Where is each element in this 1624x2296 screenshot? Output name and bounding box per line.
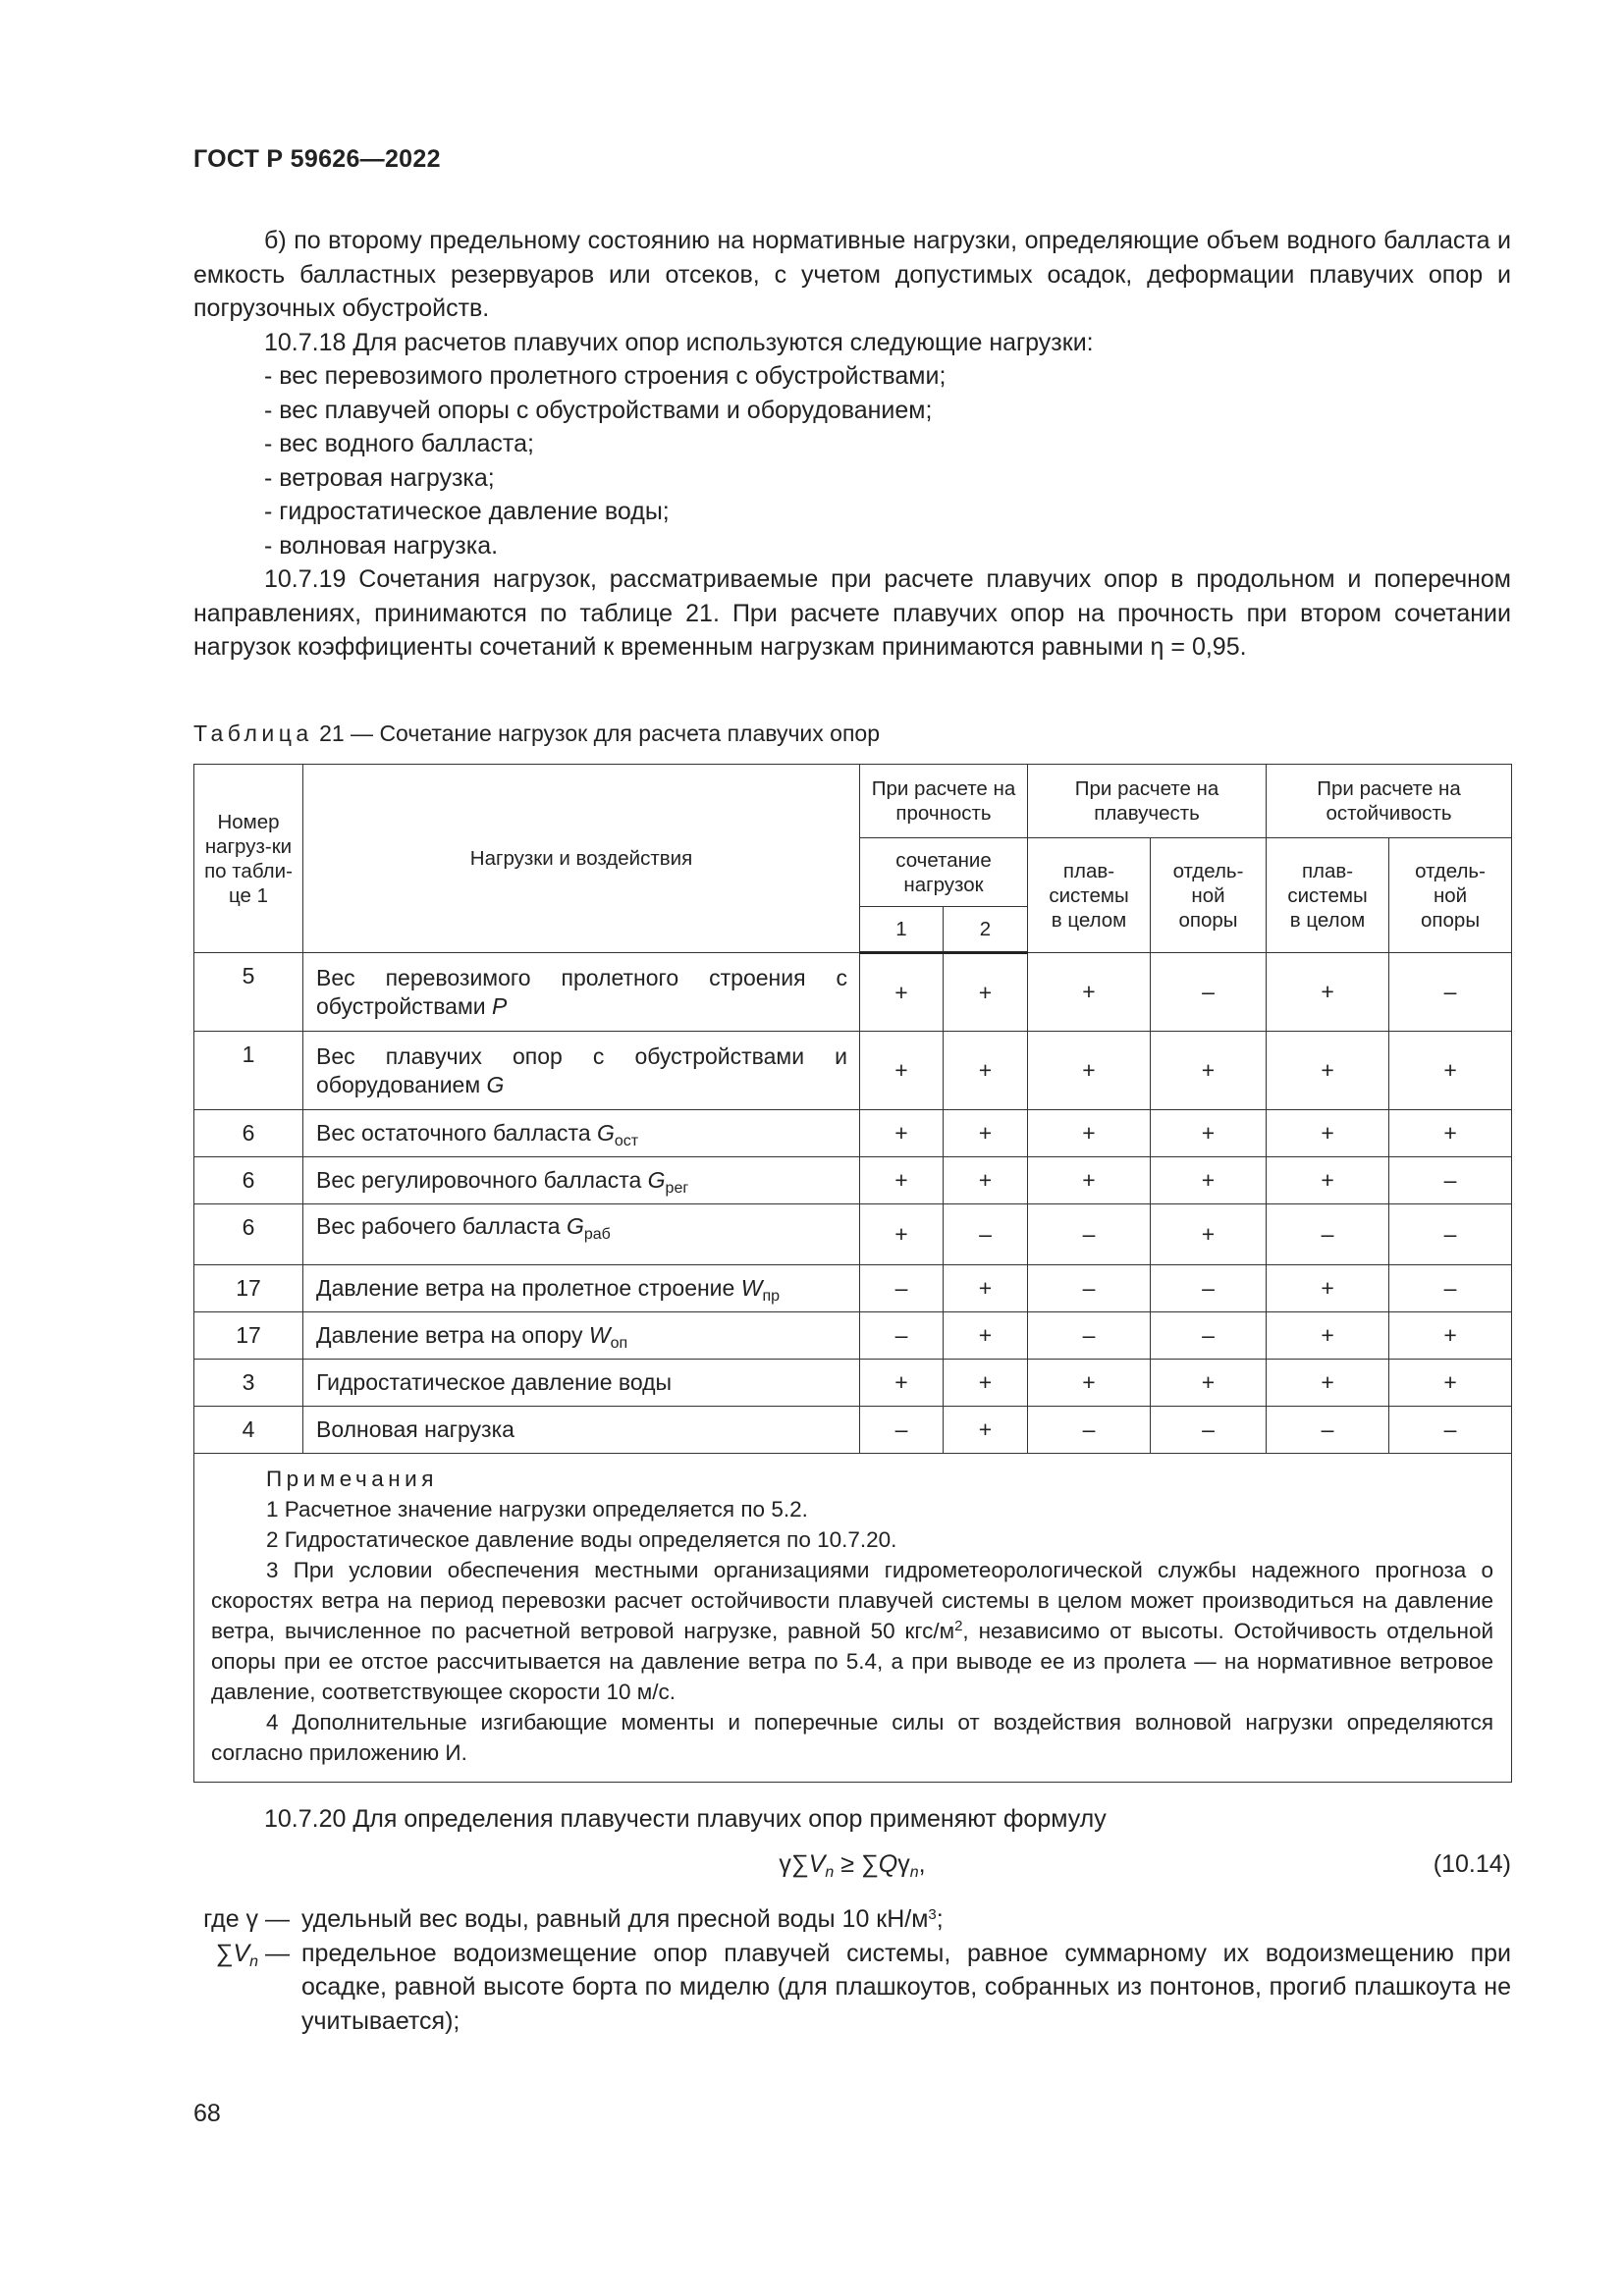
cell-mark: +: [1389, 1360, 1512, 1407]
where-row-gamma: [193, 1902, 1511, 1937]
table-body: [194, 953, 1512, 1783]
cell-mark: +: [1028, 1157, 1151, 1204]
list-item: - гидростатическое давление воды;: [264, 498, 670, 525]
loads-table: [193, 764, 1512, 1783]
header-load-number: Номер нагруз-ки по табли-це 1: [194, 765, 303, 953]
cell-mark: +: [944, 1265, 1028, 1312]
where-label-volume: $\sum V_n$ —: [215, 1939, 290, 1970]
cell-mark: –: [1389, 1265, 1512, 1312]
cell-mark: +: [944, 1157, 1028, 1204]
header-combination: сочетание нагрузок: [860, 838, 1028, 907]
cell-mark: +: [1389, 1032, 1512, 1110]
table-row: [194, 1204, 1512, 1265]
cell-mark: –: [1389, 953, 1512, 1032]
cell-mark: –: [1151, 953, 1267, 1032]
row-load-name: Гидростатическое давление воды: [303, 1360, 860, 1407]
header-loads: Нагрузки и воздействия: [303, 765, 860, 953]
cell-mark: +: [944, 1110, 1028, 1157]
cell-mark: +: [1389, 1312, 1512, 1360]
table-row: [194, 953, 1512, 1032]
table-row: [194, 1360, 1512, 1407]
cell-mark: +: [944, 1360, 1028, 1407]
row-load-name: Давление ветра на опору $W_{оп}$: [303, 1312, 860, 1360]
header-single-stability: отдель-ной опоры: [1389, 838, 1512, 953]
table-row: [194, 1265, 1512, 1312]
table-row: [194, 1110, 1512, 1157]
cell-mark: –: [1389, 1204, 1512, 1265]
formula-10-14: $\gamma\sum V_n \ge \sum Q\gamma_n$,: [779, 1850, 926, 1881]
cell-mark: –: [1151, 1265, 1267, 1312]
note-3: 3 При условии обеспечения местными организациями гидрометеорологической службы надежного прогноза о скоростях ветра на период перевозки расчет остойчивости плавучей системы в целом может производиться на давление ветра, вычисленное по расчетной ветровой нагрузке, равной 50 кгс/$м^2$, независимо от высоты. Остойчивость отдельной опоры при ее отстое рассчитывается на давление ветра по 5.4, а при выводе ее из пролета — на нормативное ветровое давление, соответствующее скорости 10 м/с.: [211, 1558, 1494, 1704]
row-load-number: 6: [194, 1110, 303, 1157]
table-caption-word: Таблица: [193, 721, 313, 746]
cell-mark: +: [1267, 1312, 1389, 1360]
cell-mark: +: [860, 953, 944, 1032]
body-text-top: [193, 224, 1511, 665]
table-row: [194, 1032, 1512, 1110]
where-row-volume: [193, 1937, 1511, 2039]
row-load-name: Вес плавучих опор с обустройствами и оборудованием G: [303, 1032, 860, 1110]
cell-mark: +: [944, 1407, 1028, 1454]
cell-mark: –: [944, 1204, 1028, 1265]
row-load-name: Вес регулировочного балласта $G_{рег}$: [303, 1157, 860, 1204]
list-item: - вес плавучей опоры с обустройствами и оборудованием;: [264, 396, 933, 424]
cell-mark: +: [1267, 1360, 1389, 1407]
cell-mark: +: [1151, 1204, 1267, 1265]
cell-mark: +: [1267, 1110, 1389, 1157]
note-1: 1 Расчетное значение нагрузки определяется по 5.2.: [266, 1497, 808, 1522]
formula-number: (10.14): [1433, 1850, 1511, 1878]
notes-title: Примечания: [266, 1467, 438, 1491]
where-text-gamma: удельный вес воды, равный для пресной воды 10 $кН/м^3$;: [301, 1905, 944, 1933]
header-stability: При расчете на остойчивость: [1267, 765, 1512, 838]
table-notes: [194, 1454, 1512, 1783]
cell-mark: +: [1151, 1032, 1267, 1110]
cell-mark: +: [1267, 953, 1389, 1032]
row-load-name: Волновая нагрузка: [303, 1407, 860, 1454]
notes-row: [194, 1454, 1512, 1783]
paragraph-b: б) по второму предельному состоянию на нормативные нагрузки, определяющие объем водного балласта и емкость балластных резервуаров или отсеков, с учетом допустимых осадок, деформации плавучих опор и погрузочных обустройств.: [193, 227, 1511, 322]
cell-mark: +: [1267, 1032, 1389, 1110]
cell-mark: +: [1028, 1360, 1151, 1407]
list-item: - вес водного балласта;: [264, 430, 534, 457]
header-strength: При расчете на прочность: [860, 765, 1028, 838]
where-block: [193, 1902, 1511, 2038]
cell-mark: +: [1267, 1265, 1389, 1312]
where-label-gamma: где γ —: [203, 1905, 290, 1933]
where-text-volume: предельное водоизмещение опор плавучей системы, равное суммарному их водоизмещению при осадке, равной высоте борта по миделю (для плашкоутов, собранных из понтонов, прогиб плашкоута не учитывается);: [301, 1939, 1511, 2035]
row-load-number: 4: [194, 1407, 303, 1454]
cell-mark: +: [944, 953, 1028, 1032]
cell-mark: –: [860, 1407, 944, 1454]
row-load-number: 6: [194, 1204, 303, 1265]
cell-mark: –: [1389, 1407, 1512, 1454]
paragraph-10-7-20: 10.7.20 Для определения плавучести плавучих опор применяют формулу: [264, 1805, 1107, 1833]
cell-mark: –: [860, 1265, 944, 1312]
cell-mark: –: [1151, 1312, 1267, 1360]
header-combo-1: 1: [860, 907, 944, 953]
header-system-stability: плав-системы в целом: [1267, 838, 1389, 953]
row-load-name: Давление ветра на пролетное строение $W_{пр}$: [303, 1265, 860, 1312]
table-caption-text: 21 — Сочетание нагрузок для расчета плавучих опор: [319, 721, 881, 746]
paragraph-10-7-20-block: [193, 1802, 1511, 1837]
note-4: 4 Дополнительные изгибающие моменты и поперечные силы от воздействия волновой нагрузки определяются согласно приложению И.: [211, 1710, 1494, 1765]
cell-mark: +: [860, 1157, 944, 1204]
paragraph-10-7-19: 10.7.19 Сочетания нагрузок, рассматриваемые при расчете плавучих опор в продольном и поперечном направлениях, принимаются по таблице 21. При расчете плавучих опор на прочность при втором сочетании нагрузок коэффициенты сочетаний к временным нагрузкам принимаются равными η = 0,95.: [193, 565, 1511, 661]
cell-mark: –: [1028, 1204, 1151, 1265]
row-load-number: 5: [194, 953, 303, 1032]
formula-row: [193, 1850, 1511, 1890]
cell-mark: –: [860, 1312, 944, 1360]
cell-mark: +: [944, 1312, 1028, 1360]
row-load-number: 6: [194, 1157, 303, 1204]
page-number: 68: [193, 2100, 221, 2127]
header-buoyancy: При расчете на плавучесть: [1028, 765, 1267, 838]
cell-mark: –: [1389, 1157, 1512, 1204]
cell-mark: +: [860, 1032, 944, 1110]
row-load-name: Вес рабочего балласта $G_{раб}$: [303, 1204, 860, 1265]
header-combo-2: 2: [944, 907, 1028, 953]
cell-mark: +: [860, 1360, 944, 1407]
cell-mark: +: [944, 1032, 1028, 1110]
cell-mark: +: [1267, 1157, 1389, 1204]
table-caption: [193, 721, 880, 747]
cell-mark: –: [1028, 1312, 1151, 1360]
list-item: - ветровая нагрузка;: [264, 463, 495, 492]
cell-mark: +: [1028, 1110, 1151, 1157]
cell-mark: –: [1151, 1407, 1267, 1454]
cell-mark: +: [860, 1110, 944, 1157]
cell-mark: –: [1028, 1407, 1151, 1454]
row-load-number: 1: [194, 1032, 303, 1110]
cell-mark: –: [1267, 1407, 1389, 1454]
row-load-name: Вес остаточного балласта $G_{ост}$: [303, 1110, 860, 1157]
row-load-number: 17: [194, 1312, 303, 1360]
cell-mark: +: [1028, 953, 1151, 1032]
cell-mark: +: [1151, 1157, 1267, 1204]
cell-mark: +: [1028, 1032, 1151, 1110]
paragraph-10-7-18: 10.7.18 Для расчетов плавучих опор используются следующие нагрузки:: [264, 328, 1094, 356]
cell-mark: +: [1151, 1110, 1267, 1157]
header-system-buoyancy: плав-системы в целом: [1028, 838, 1151, 953]
cell-mark: –: [1267, 1204, 1389, 1265]
row-load-number: 3: [194, 1360, 303, 1407]
note-2: 2 Гидростатическое давление воды определяется по 10.7.20.: [266, 1527, 897, 1552]
cell-mark: –: [1028, 1265, 1151, 1312]
table-row: [194, 1407, 1512, 1454]
row-load-name: Вес перевозимого пролетного строения с обустройствами P: [303, 953, 860, 1032]
cell-mark: +: [1389, 1110, 1512, 1157]
row-load-number: 17: [194, 1265, 303, 1312]
list-item: - волновая нагрузка.: [264, 531, 499, 560]
table-row: [194, 1157, 1512, 1204]
cell-mark: +: [860, 1204, 944, 1265]
table-row: [194, 1312, 1512, 1360]
document-header: ГОСТ Р 59626—2022: [193, 145, 441, 173]
cell-mark: +: [1151, 1360, 1267, 1407]
header-single-buoyancy: отдель-ной опоры: [1151, 838, 1267, 953]
list-item: - вес перевозимого пролетного строения с обустройствами;: [264, 362, 947, 390]
